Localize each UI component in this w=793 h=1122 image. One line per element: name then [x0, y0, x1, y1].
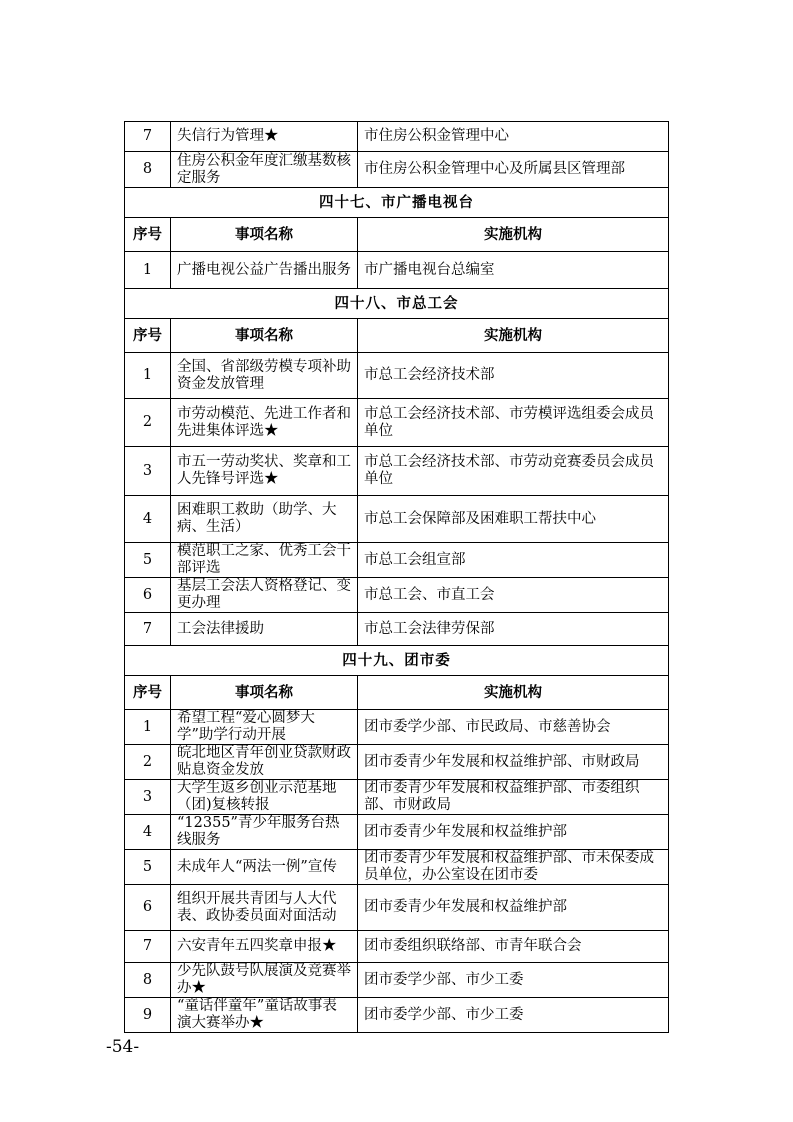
- row-number: 1: [125, 353, 171, 399]
- table-row: [125, 815, 669, 850]
- column-header-org: 实施机构: [358, 319, 669, 353]
- implementing-org: 团市委青少年发展和权益维护部、市财政局: [358, 745, 669, 780]
- column-header-row: [125, 319, 669, 353]
- implementing-org: 市总工会法律劳保部: [358, 613, 669, 646]
- section-header-row: [125, 646, 669, 676]
- row-number: 3: [125, 447, 171, 496]
- column-header-name: 事项名称: [171, 319, 358, 353]
- implementing-org: 市广播电视台总编室: [358, 252, 669, 289]
- section-header-row: [125, 289, 669, 319]
- row-number: 4: [125, 815, 171, 850]
- table-row: [125, 447, 669, 496]
- column-header-org: 实施机构: [358, 218, 669, 252]
- table-row: [125, 578, 669, 613]
- implementing-org: 市总工会保障部及困难职工帮扶中心: [358, 496, 669, 543]
- table-row: [125, 963, 669, 998]
- column-header-no: 序号: [125, 676, 171, 710]
- implementing-org: 市总工会经济技术部、市劳动竞赛委员会成员单位: [358, 447, 669, 496]
- item-name: 广播电视公益广告播出服务: [171, 252, 358, 289]
- row-number: 5: [125, 543, 171, 578]
- item-name: “12355”青少年服务台热线服务: [171, 815, 358, 850]
- item-name: 市五一劳动奖状、奖章和工人先锋号评选★: [171, 447, 358, 496]
- table-row: [125, 850, 669, 885]
- row-number: 6: [125, 885, 171, 931]
- item-name: 全国、省部级劳模专项补助资金发放管理: [171, 353, 358, 399]
- implementing-org: 团市委学少部、市少工委: [358, 963, 669, 998]
- table-row: [125, 613, 669, 646]
- table-row: [125, 885, 669, 931]
- section-title: 四十九、团市委: [125, 646, 669, 676]
- item-name: 少先队鼓号队展演及竞赛举办★: [171, 963, 358, 998]
- table-row: [125, 710, 669, 745]
- item-name: 皖北地区青年创业贷款财政贴息资金发放: [171, 745, 358, 780]
- row-number: 7: [125, 613, 171, 646]
- column-header-no: 序号: [125, 218, 171, 252]
- item-name: 组织开展共青团与人大代表、政协委员面对面活动: [171, 885, 358, 931]
- row-number: 1: [125, 710, 171, 745]
- table-row: [125, 496, 669, 543]
- row-number: 5: [125, 850, 171, 885]
- implementing-org: 市住房公积金管理中心: [358, 122, 669, 152]
- column-header-no: 序号: [125, 319, 171, 353]
- item-name: 市劳动模范、先进工作者和先进集体评选★: [171, 399, 358, 447]
- items-table-body: [125, 122, 669, 1033]
- item-name: 希望工程“爱心圆梦大学”助学行动开展: [171, 710, 358, 745]
- row-number: 6: [125, 578, 171, 613]
- item-name: 基层工会法人资格登记、变更办理: [171, 578, 358, 613]
- row-number: 7: [125, 122, 171, 152]
- row-number: 2: [125, 399, 171, 447]
- implementing-org: 团市委组织联络部、市青年联合会: [358, 931, 669, 963]
- column-header-row: [125, 218, 669, 252]
- items-table: [124, 121, 669, 1033]
- implementing-org: 市总工会经济技术部: [358, 353, 669, 399]
- row-number: 8: [125, 152, 171, 188]
- table-row: [125, 122, 669, 152]
- section-header-row: [125, 188, 669, 218]
- item-name: 住房公积金年度汇缴基数核定服务: [171, 152, 358, 188]
- table-row: [125, 745, 669, 780]
- item-name: “童话伴童年”童话故事表演大赛举办★: [171, 998, 358, 1033]
- implementing-org: 团市委青少年发展和权益维护部、市未保委成员单位，办公室设在团市委: [358, 850, 669, 885]
- row-number: 1: [125, 252, 171, 289]
- implementing-org: 团市委青少年发展和权益维护部: [358, 815, 669, 850]
- column-header-name: 事项名称: [171, 676, 358, 710]
- implementing-org: 市住房公积金管理中心及所属县区管理部: [358, 152, 669, 188]
- row-number: 8: [125, 963, 171, 998]
- section-title: 四十七、市广播电视台: [125, 188, 669, 218]
- table-row: [125, 353, 669, 399]
- row-number: 2: [125, 745, 171, 780]
- implementing-org: 市总工会组宣部: [358, 543, 669, 578]
- row-number: 9: [125, 998, 171, 1033]
- row-number: 7: [125, 931, 171, 963]
- implementing-org: 团市委青少年发展和权益维护部、市委组织部、市财政局: [358, 780, 669, 815]
- table-row: [125, 931, 669, 963]
- table-row: [125, 399, 669, 447]
- row-number: 3: [125, 780, 171, 815]
- implementing-org: 团市委学少部、市民政局、市慈善协会: [358, 710, 669, 745]
- column-header-name: 事项名称: [171, 218, 358, 252]
- implementing-org: 团市委青少年发展和权益维护部: [358, 885, 669, 931]
- table-row: [125, 252, 669, 289]
- item-name: 失信行为管理★: [171, 122, 358, 152]
- item-name: 模范职工之家、优秀工会干部评选: [171, 543, 358, 578]
- row-number: 4: [125, 496, 171, 543]
- item-name: 未成年人“两法一例”宣传: [171, 850, 358, 885]
- item-name: 困难职工救助（助学、大病、生活）: [171, 496, 358, 543]
- table-row: [125, 152, 669, 188]
- table-row: [125, 998, 669, 1033]
- item-name: 大学生返乡创业示范基地（团)复核转报: [171, 780, 358, 815]
- section-title: 四十八、市总工会: [125, 289, 669, 319]
- implementing-org: 市总工会经济技术部、市劳模评选组委会成员单位: [358, 399, 669, 447]
- table-row: [125, 543, 669, 578]
- implementing-org: 市总工会、市直工会: [358, 578, 669, 613]
- column-header-org: 实施机构: [358, 676, 669, 710]
- implementing-org: 团市委学少部、市少工委: [358, 998, 669, 1033]
- item-name: 工会法律援助: [171, 613, 358, 646]
- column-header-row: [125, 676, 669, 710]
- page-number: -54-: [106, 1037, 140, 1057]
- item-name: 六安青年五四奖章申报★: [171, 931, 358, 963]
- table-row: [125, 780, 669, 815]
